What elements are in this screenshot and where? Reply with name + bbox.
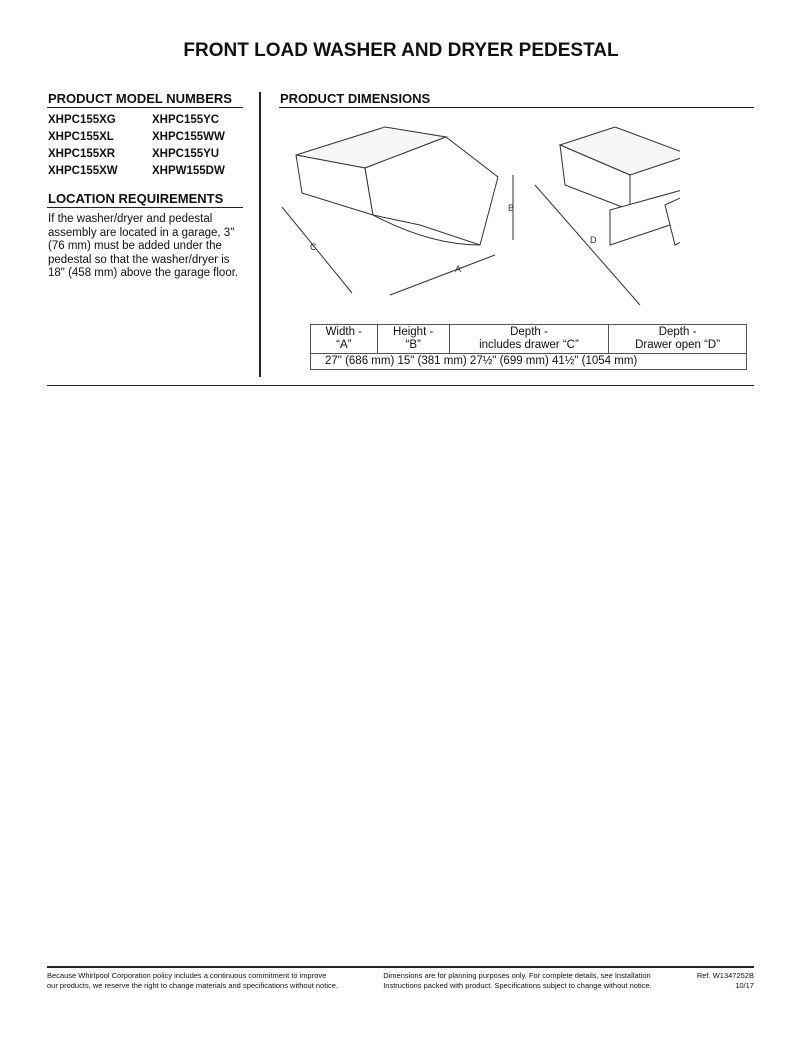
column-divider [259,92,261,377]
divider [47,385,754,386]
divider [47,207,243,208]
header-depth: Depth - includes drawer “C” [449,325,608,354]
model-number: XHPC155XL [48,131,114,143]
model-list-1 [48,112,118,180]
header-height: Height - “B” [377,325,449,354]
dim-label-d: D [590,235,597,245]
table-row [311,354,747,370]
location-heading: LOCATION REQUIREMENTS [48,191,224,206]
divider [47,966,754,968]
page-title: FRONT LOAD WASHER AND DRYER PEDESTAL [183,40,619,61]
divider [279,107,754,108]
dimensions-heading: PRODUCT DIMENSIONS [280,91,431,106]
header-depth-open: Depth - Drawer open “D” [609,325,747,354]
header-width: Width - “A” [311,325,378,354]
model-numbers-heading: PRODUCT MODEL NUMBERS [48,91,232,106]
dimension-values: 27" (686 mm) 15" (381 mm) 27½" (699 mm) 41½" (1054 mm) [311,354,747,370]
dim-label-a: A [455,264,462,274]
divider [47,107,243,108]
model-number: XHPC155WW [152,131,225,143]
model-number: XHPC155XR [48,148,116,160]
model-number: XHPC155YU [152,148,220,160]
footer-dimensions-note: Dimensions are for planning purposes only. For complete details, see Installation Instructions packed with product. Specifications subject to change without notice. [383,971,652,990]
model-list-2 [152,112,225,180]
model-number: XHPW155DW [152,165,225,177]
pedestal-diagram [270,115,680,315]
dim-label-b: B [508,203,515,213]
dimensions-table [310,324,747,370]
model-number: XHPC155YC [152,114,220,126]
model-number: XHPC155XW [48,165,118,177]
footer-ref: Ref. W1347252B 10/17 [696,971,754,990]
model-number: XHPC155XG [48,114,116,126]
table-header-row [311,325,747,354]
footer [47,966,754,991]
location-text: If the washer/dryer and pedestal assembly are located in a garage, 3" (76 mm) must be added under the pedestal so that the washer/dryer is 18" (458 mm) above the garage floor. [48,213,239,279]
footer-policy: Because Whirlpool Corporation policy includes a continuous commitment to improve our products, we reserve the right to change materials and specifications without notice. [47,971,338,990]
dim-label-c: C [310,242,317,252]
